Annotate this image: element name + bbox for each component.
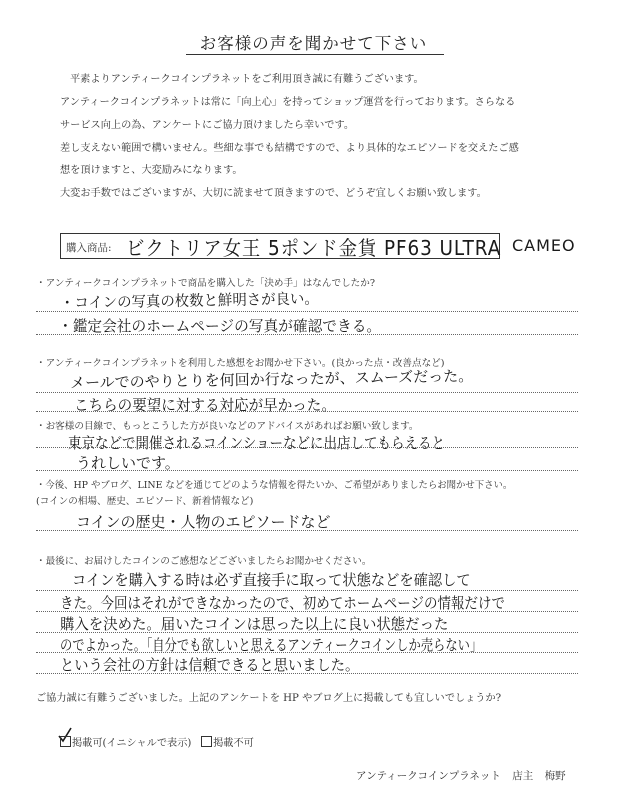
ruled-line (36, 673, 578, 674)
intro-line: サービス向上の為、アンケートにご協力頂けましたら幸いです。 (60, 120, 355, 131)
title-underline (186, 54, 444, 55)
answer-2-line: こちらの要望に対する対応が早かった。 (74, 396, 336, 414)
intro-line: 想を頂けますと、大変励みになります。 (60, 165, 243, 176)
owner-name: 梅野 (544, 770, 566, 782)
ruled-line (36, 470, 578, 471)
question-2: ・アンティークコインプラネットを利用した感想をお聞かせ下さい。(良かった点・改善点など) (36, 358, 445, 369)
ruled-line (36, 611, 578, 612)
answer-5-line: のでよかった。「自分でも欲しいと思えるアンティークコインしか売らない」 (60, 636, 483, 654)
question-4: ・今後、HP やブログ、LINE などを通じてどのような情報を得たいか、ご希望がありましたらお聞かせ下さい。 (36, 480, 513, 491)
consent-options (60, 734, 254, 749)
thanks-text: ご協力誠に有難うございました。上記のアンケートを HP やブログ上に掲載しても宜しいでしょうか? (36, 693, 502, 704)
question-4-cont: (コインの相場、歴史、エピソード、新着情報など) (36, 496, 254, 507)
answer-3-line: 東京などで開催されるコインショーなどに出店してもらえると (68, 434, 446, 452)
ruled-line (36, 311, 578, 312)
shop-name: アンティークコインプラネット (356, 770, 501, 782)
ruled-line (36, 632, 578, 633)
page-title: お客様の声を聞かせて下さい (199, 34, 428, 53)
intro-line: 大変お手数ではございますが、大切に読ませて頂きますので、どうぞ宜しくお願い致します。 (60, 188, 487, 199)
answer-1-line: ・コインの写真の枚数と鮮明さが良い。 (59, 289, 319, 312)
checkbox-icon[interactable] (201, 736, 212, 747)
answer-4-line: コインの歴史・人物のエピソードなど (76, 513, 331, 531)
ruled-line (36, 530, 578, 531)
ruled-line (36, 590, 578, 591)
answer-2-line: メールでのやりとりを何回か行なったが、スムーズだった。 (69, 366, 474, 392)
answer-5-line: 購入を決めた。届いたコインは思った以上に良い状態だった (60, 615, 449, 633)
ruled-line (36, 392, 578, 393)
question-1: ・アンティークコインプラネットで商品を購入した「決め手」はなんでしたか? (36, 278, 376, 289)
intro-line: アンティークコインプラネットは常に「向上心」を持ってショップ運営を行っております。さらなる (60, 97, 516, 108)
consent-no-label: 掲載不可 (213, 738, 254, 749)
consent-yes-label: 掲載可(イニシャルで表示) (72, 738, 192, 749)
ruled-line (36, 411, 578, 412)
answer-5-line: コインを購入する時は必ず直接手に取って状態などを確認して (72, 571, 471, 589)
product-label: 購入商品: (66, 242, 112, 254)
checkbox-icon[interactable] (60, 736, 71, 747)
answer-3-line: うれしいです。 (76, 454, 180, 472)
product-handwritten: ビクトリア女王 5ポンド金貨 PF63 ULTRA (126, 236, 502, 260)
question-3: ・お客様の目線で、もっとこうした方が良いなどのアドバイスがあればお願い致します。 (36, 421, 419, 432)
shop-role: 店主 (512, 770, 534, 782)
ruled-line (36, 652, 578, 653)
product-handwritten-overflow: CAMEO (512, 236, 576, 255)
answer-5-line: きた。今回はそれができなかったので、初めてホームページの情報だけで (60, 594, 505, 612)
intro-line: 差し支えない範囲で構いません。些細な事でも結構ですので、より具体的なエピソードを交えたご感 (60, 143, 519, 154)
ruled-line (36, 334, 578, 335)
answer-5-line: という会社の方針は信頼できると思いました。 (60, 656, 360, 674)
intro-line: 平素よりアンティークコインプラネットをご利用頂き誠に有難うございます。 (70, 74, 424, 85)
answer-1-line: ・鑑定会社のホームページの写真が確認できる。 (58, 317, 382, 335)
ruled-line (36, 447, 578, 448)
footer-signature (356, 768, 566, 783)
question-5: ・最後に、お届けしたコインのご感想などございましたらお聞かせください。 (36, 556, 372, 567)
